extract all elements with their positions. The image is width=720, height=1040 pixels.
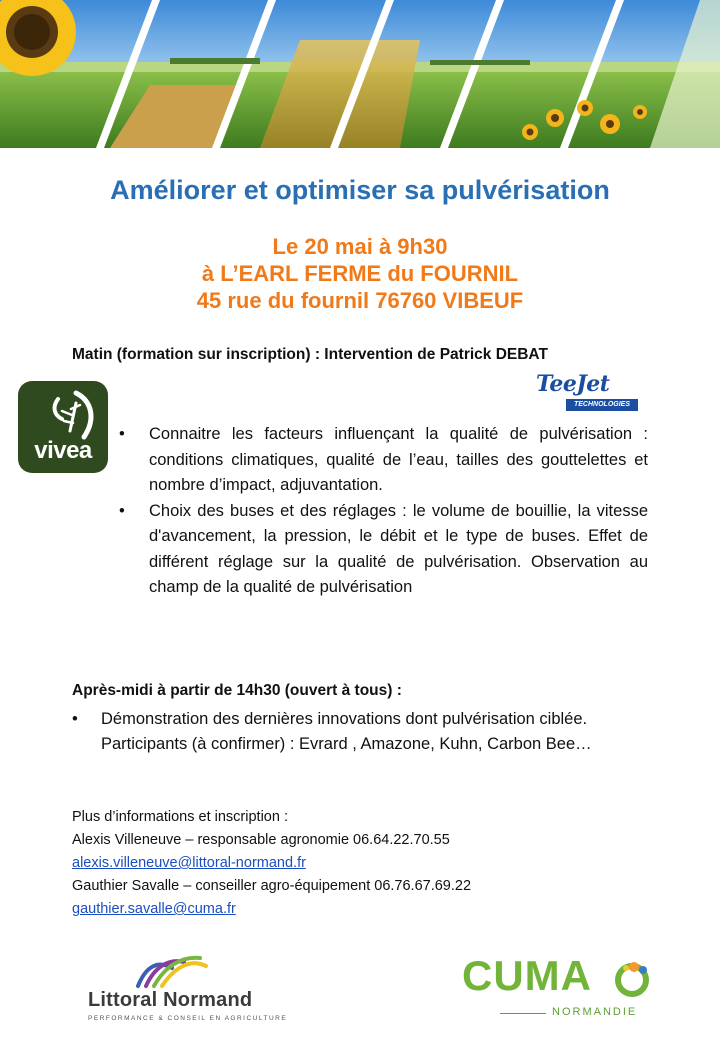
event-address: 45 rue du fournil 76760 VIBEUF (196, 288, 524, 313)
page-title: Améliorer et optimiser sa pulvérisation (110, 175, 610, 205)
teejet-subtitle: TECHNOLOGIES (566, 399, 638, 411)
list-item: • Connaitre les facteurs influençant la qualité de pulvérisation : conditions climatiques, qualité de l’eau, tailles des gouttelettes et nombre d’impact, adjuvantation. (116, 422, 648, 499)
contact-email-2-link[interactable]: gauthier.savalle@cuma.fr (72, 901, 236, 917)
cuma-emblem-icon (612, 958, 652, 998)
header-banner (0, 0, 720, 148)
afternoon-topics-list (72, 707, 632, 757)
littoral-normand-logo (80, 946, 288, 1026)
vivea-logo (18, 381, 108, 473)
littoral-wordmark: Littoral Normand (88, 989, 253, 1011)
cuma-wordmark: CUMA (462, 952, 592, 999)
list-item: • Démonstration des dernières innovations dont pulvérisation ciblée. Participants (à confirmer) : Evrard , Amazone, Kuhn, Carbon Bee… (72, 707, 632, 757)
teejet-wordmark: TeeJet (536, 371, 610, 397)
waves-icon (80, 946, 260, 990)
vivea-wordmark: vivea (34, 437, 92, 464)
cuma-divider (500, 1013, 546, 1014)
event-details (0, 233, 720, 314)
contact-email-1-link[interactable]: alexis.villeneuve@littoral-normand.fr (72, 855, 306, 871)
contact-section (72, 806, 471, 921)
afternoon-heading: Après-midi à partir de 14h30 (ouvert à tous) : (72, 682, 402, 699)
contact-person-2: Gauthier Savalle – conseiller agro-équipement 06.76.67.69.22 (72, 878, 472, 894)
cuma-normandie-logo (462, 952, 652, 1032)
banner-collage-image (0, 0, 720, 148)
event-date: Le 20 mai à 9h30 (272, 234, 448, 259)
littoral-tagline: PERFORMANCE & CONSEIL EN AGRICULTURE (88, 1015, 288, 1022)
contact-intro: Plus d’informations et inscription : (72, 809, 288, 825)
list-item: • Choix des buses et des réglages : le volume de bouillie, la vitesse d'avancement, la pression, le débit et le type de buses. Effet de différent réglage sur la qualité de pulvérisation. Observation au champ de la qualité de pulvérisation (116, 499, 648, 601)
event-place: à L’EARL FERME du FOURNIL (201, 261, 519, 286)
cuma-region: NORMANDIE (552, 1006, 638, 1018)
morning-topics-list (116, 422, 648, 601)
morning-heading: Matin (formation sur inscription) : Intervention de Patrick DEBAT (72, 346, 548, 363)
contact-person-1: Alexis Villeneuve – responsable agronomie 06.64.22.70.55 (72, 832, 450, 848)
teejet-logo (536, 371, 642, 413)
